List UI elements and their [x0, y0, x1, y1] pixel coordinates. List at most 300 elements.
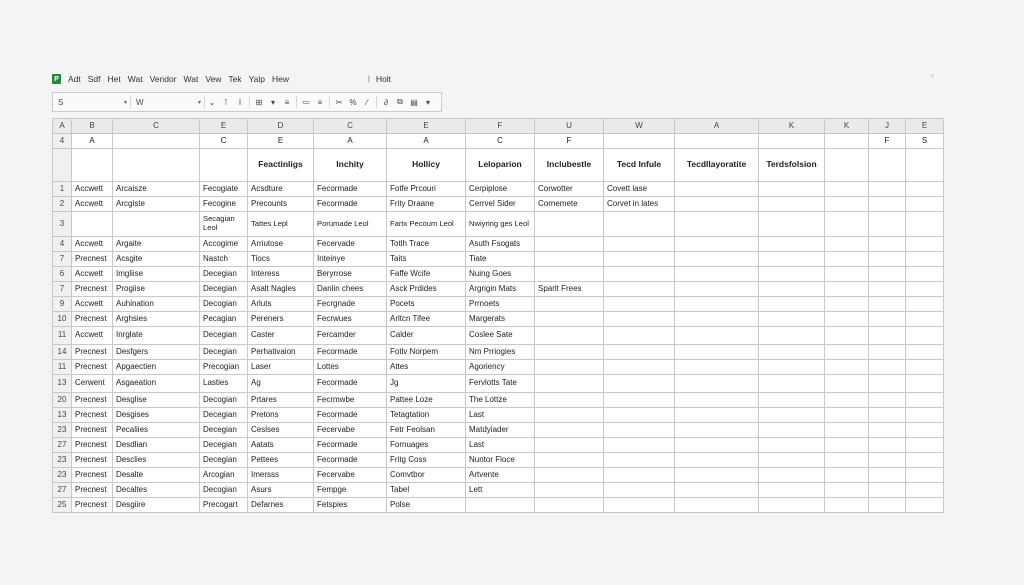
grid-cell[interactable]: Fecogiate: [200, 182, 248, 197]
grid-cell[interactable]: [604, 483, 675, 498]
grid-cell[interactable]: Tiate: [466, 252, 535, 267]
grid-cell[interactable]: [113, 134, 200, 149]
grid-cell[interactable]: [869, 453, 906, 468]
grid-cell[interactable]: Defarnes: [248, 498, 314, 513]
grid-cell[interactable]: Covett lase: [604, 182, 675, 197]
grid-cell[interactable]: Decegian: [200, 345, 248, 360]
header-cell[interactable]: [825, 149, 869, 182]
grid-cell[interactable]: Accogime: [200, 237, 248, 252]
grid-cell[interactable]: Artvente: [466, 468, 535, 483]
grid-cell[interactable]: [535, 312, 604, 327]
grid-cell[interactable]: [535, 453, 604, 468]
grid-cell[interactable]: Pettees: [248, 453, 314, 468]
grid-cell[interactable]: Decogian: [200, 393, 248, 408]
grid-cell[interactable]: [825, 297, 869, 312]
grid-cell[interactable]: [869, 282, 906, 297]
grid-cell[interactable]: [825, 375, 869, 393]
font-name-select[interactable]: [53, 95, 131, 109]
grid-cell[interactable]: [825, 134, 869, 149]
grid-cell[interactable]: [604, 312, 675, 327]
grid-cell[interactable]: Fecormade: [314, 438, 387, 453]
grid-cell[interactable]: Tabel: [387, 483, 466, 498]
grid-cell[interactable]: Frity Draane: [387, 197, 466, 212]
grid-cell[interactable]: [759, 345, 825, 360]
column-header[interactable]: D: [248, 119, 314, 134]
grid-cell[interactable]: Fornuages: [387, 438, 466, 453]
grid-cell[interactable]: Lottes: [314, 360, 387, 375]
header-cell[interactable]: Terdsfolsion: [759, 149, 825, 182]
grid-cell[interactable]: Fervlotts Tate: [466, 375, 535, 393]
grid-cell[interactable]: Fecormade: [314, 375, 387, 393]
link-icon[interactable]: ∂: [384, 97, 388, 107]
grid-cell[interactable]: [604, 453, 675, 468]
grid-cell[interactable]: Faffe Wcife: [387, 267, 466, 282]
column-header[interactable]: A: [53, 119, 72, 134]
grid-cell[interactable]: C: [200, 134, 248, 149]
grid-cell[interactable]: [906, 438, 944, 453]
grid-cell[interactable]: [759, 408, 825, 423]
grid-cell[interactable]: [869, 312, 906, 327]
grid-cell[interactable]: Accwett: [72, 182, 113, 197]
grid-cell[interactable]: Fotlv Norpem: [387, 345, 466, 360]
grid-cell[interactable]: Agoriency: [466, 360, 535, 375]
grid-cell[interactable]: Sparlt Frees: [535, 282, 604, 297]
grid-cell[interactable]: Margerats: [466, 312, 535, 327]
grid-cell[interactable]: Nm Prriogies: [466, 345, 535, 360]
grid-cell[interactable]: A: [72, 134, 113, 149]
grid-cell[interactable]: Fecervade: [314, 237, 387, 252]
grid-cell[interactable]: Fecrmwbe: [314, 393, 387, 408]
grid-cell[interactable]: [906, 237, 944, 252]
row-number[interactable]: 23: [53, 423, 72, 438]
grid-cell[interactable]: Acsdture: [248, 182, 314, 197]
grid-cell[interactable]: Lett: [466, 483, 535, 498]
column-header[interactable]: E: [906, 119, 944, 134]
grid-cell[interactable]: [675, 297, 759, 312]
align-center-icon[interactable]: ≔: [302, 97, 310, 107]
grid-cell[interactable]: [759, 212, 825, 237]
grid-cell[interactable]: Asgaeation: [113, 375, 200, 393]
column-header[interactable]: U: [535, 119, 604, 134]
grid-cell[interactable]: F: [869, 134, 906, 149]
column-header[interactable]: E: [387, 119, 466, 134]
grid-cell[interactable]: [759, 375, 825, 393]
row-number[interactable]: 9: [53, 297, 72, 312]
grid-cell[interactable]: [869, 297, 906, 312]
grid-cell[interactable]: Fecrgnade: [314, 297, 387, 312]
grid-cell[interactable]: Tetagtation: [387, 408, 466, 423]
grid-cell[interactable]: Prrnoets: [466, 297, 535, 312]
grid-cell[interactable]: [604, 438, 675, 453]
grid-cell[interactable]: [906, 282, 944, 297]
grid-cell[interactable]: [675, 438, 759, 453]
app-logo-icon[interactable]: P: [52, 74, 61, 84]
grid-cell[interactable]: Asck Prdides: [387, 282, 466, 297]
row-number[interactable]: 14: [53, 345, 72, 360]
grid-cell[interactable]: [825, 182, 869, 197]
grid-cell[interactable]: [604, 212, 675, 237]
grid-cell[interactable]: [869, 498, 906, 513]
grid-cell[interactable]: Acsgite: [113, 252, 200, 267]
grid-cell[interactable]: Arcgiste: [113, 197, 200, 212]
grid-cell[interactable]: Accwett: [72, 267, 113, 282]
grid-cell[interactable]: Jg: [387, 375, 466, 393]
grid-cell[interactable]: Cerrvel Sider: [466, 197, 535, 212]
grid-cell[interactable]: [675, 312, 759, 327]
paste-icon[interactable]: ▤: [410, 97, 418, 107]
grid-cell[interactable]: [604, 345, 675, 360]
grid-cell[interactable]: [869, 327, 906, 345]
grid-cell[interactable]: [675, 453, 759, 468]
grid-cell[interactable]: [675, 468, 759, 483]
grid-cell[interactable]: [906, 252, 944, 267]
grid-cell[interactable]: Arcogian: [200, 468, 248, 483]
chevron-down-icon[interactable]: ⌄: [208, 97, 216, 107]
grid-cell[interactable]: [675, 182, 759, 197]
grid-cell[interactable]: [675, 197, 759, 212]
menu-item-2[interactable]: Het: [107, 74, 121, 84]
grid-cell[interactable]: The Lottze: [466, 393, 535, 408]
grid-cell[interactable]: [535, 212, 604, 237]
grid-cell[interactable]: Arluts: [248, 297, 314, 312]
grid-cell[interactable]: Accwett: [72, 297, 113, 312]
grid-cell[interactable]: [72, 212, 113, 237]
grid-cell[interactable]: C: [466, 134, 535, 149]
grid-cell[interactable]: [675, 282, 759, 297]
grid-cell[interactable]: Tiocs: [248, 252, 314, 267]
grid-cell[interactable]: [759, 327, 825, 345]
grid-cell[interactable]: [675, 134, 759, 149]
column-header[interactable]: E: [200, 119, 248, 134]
header-cell[interactable]: Hollicy: [387, 149, 466, 182]
grid-cell[interactable]: [906, 182, 944, 197]
grid-cell[interactable]: Precnest: [72, 483, 113, 498]
grid-cell[interactable]: Asurs: [248, 483, 314, 498]
menu-item-0[interactable]: Adt: [68, 74, 81, 84]
grid-cell[interactable]: Fecormade: [314, 453, 387, 468]
window-corner-icon[interactable]: ◦: [931, 71, 934, 80]
grid-cell[interactable]: Decogian: [200, 483, 248, 498]
row-number[interactable]: 7: [53, 252, 72, 267]
grid-cell[interactable]: Imersss: [248, 468, 314, 483]
grid-cell[interactable]: Aatats: [248, 438, 314, 453]
grid-cell[interactable]: Decogian: [200, 297, 248, 312]
grid-cell[interactable]: [906, 498, 944, 513]
grid-cell[interactable]: Fotfe Prcouri: [387, 182, 466, 197]
grid-cell[interactable]: [759, 252, 825, 267]
slash-icon[interactable]: ⁄: [366, 97, 368, 107]
menu-item-1[interactable]: Sdf: [87, 74, 101, 84]
grid-cell[interactable]: Imgliise: [113, 267, 200, 282]
grid-cell[interactable]: [675, 423, 759, 438]
grid-cell[interactable]: [535, 468, 604, 483]
grid-cell[interactable]: Fetr Feolsan: [387, 423, 466, 438]
grid-cell[interactable]: Accwett: [72, 327, 113, 345]
chevron-down-icon[interactable]: ▾: [425, 97, 430, 107]
grid-cell[interactable]: Porumade Leol: [314, 212, 387, 237]
grid-cell[interactable]: Decegian: [200, 453, 248, 468]
grid-cell[interactable]: Fecervabe: [314, 468, 387, 483]
grid-cell[interactable]: Prtares: [248, 393, 314, 408]
grid-cell[interactable]: Cornemete: [535, 197, 604, 212]
grid-cell[interactable]: Desclies: [113, 453, 200, 468]
grid-cell[interactable]: Precnest: [72, 312, 113, 327]
grid-cell[interactable]: Precounts: [248, 197, 314, 212]
row-number[interactable]: 13: [53, 375, 72, 393]
row-number[interactable]: 11: [53, 327, 72, 345]
column-header[interactable]: C: [314, 119, 387, 134]
grid-cell[interactable]: Precnest: [72, 393, 113, 408]
font-size-select[interactable]: [131, 95, 205, 109]
grid-cell[interactable]: [675, 360, 759, 375]
grid-cell[interactable]: Desdlian: [113, 438, 200, 453]
grid-cell[interactable]: Decegian: [200, 282, 248, 297]
header-cell[interactable]: Tecd Infule: [604, 149, 675, 182]
grid-cell[interactable]: [906, 408, 944, 423]
grid-cell[interactable]: Decegian: [200, 423, 248, 438]
grid-cell[interactable]: [604, 375, 675, 393]
grid-cell[interactable]: [906, 212, 944, 237]
grid-cell[interactable]: [604, 297, 675, 312]
row-number[interactable]: 4: [53, 237, 72, 252]
grid-cell[interactable]: Fetspies: [314, 498, 387, 513]
grid-cell[interactable]: [604, 360, 675, 375]
grid-cell[interactable]: [535, 252, 604, 267]
grid-cell[interactable]: Interess: [248, 267, 314, 282]
row-number[interactable]: 23: [53, 453, 72, 468]
grid-cell[interactable]: [759, 312, 825, 327]
grid-cell[interactable]: [825, 282, 869, 297]
grid-cell[interactable]: [759, 197, 825, 212]
grid-cell[interactable]: Matdyiader: [466, 423, 535, 438]
grid-cell[interactable]: [675, 393, 759, 408]
grid-cell[interactable]: [675, 345, 759, 360]
italic-icon[interactable]: I: [238, 97, 242, 107]
align-right-icon[interactable]: ≡: [284, 97, 290, 107]
grid-cell[interactable]: Cerwent: [72, 375, 113, 393]
grid-cell[interactable]: Precnest: [72, 360, 113, 375]
grid-cell[interactable]: Taits: [387, 252, 466, 267]
grid-cell[interactable]: [869, 197, 906, 212]
grid-cell[interactable]: [759, 237, 825, 252]
grid-cell[interactable]: Arcaisze: [113, 182, 200, 197]
grid-cell[interactable]: [869, 360, 906, 375]
grid-cell[interactable]: [906, 345, 944, 360]
grid-cell[interactable]: Precnest: [72, 408, 113, 423]
menu-item-9[interactable]: Hew: [272, 74, 290, 84]
grid-cell[interactable]: [906, 267, 944, 282]
grid-cell[interactable]: [535, 393, 604, 408]
grid-cell[interactable]: Lasties: [200, 375, 248, 393]
header-cell[interactable]: [113, 149, 200, 182]
row-number[interactable]: 1: [53, 182, 72, 197]
grid-cell[interactable]: [869, 182, 906, 197]
grid-cell[interactable]: [535, 423, 604, 438]
header-cell[interactable]: Feactinligs: [248, 149, 314, 182]
grid-cell[interactable]: Auhination: [113, 297, 200, 312]
grid-cell[interactable]: [825, 345, 869, 360]
grid-cell[interactable]: [675, 252, 759, 267]
menu-item-3[interactable]: Wat: [127, 74, 143, 84]
grid-cell[interactable]: Laser: [248, 360, 314, 375]
grid-cell[interactable]: [906, 197, 944, 212]
grid-cell[interactable]: [825, 393, 869, 408]
row-number[interactable]: 7: [53, 282, 72, 297]
row-number[interactable]: 2: [53, 197, 72, 212]
grid-cell[interactable]: Decegian: [200, 267, 248, 282]
grid-cell[interactable]: [869, 212, 906, 237]
column-header[interactable]: W: [604, 119, 675, 134]
grid-cell[interactable]: [825, 453, 869, 468]
grid-cell[interactable]: Accwett: [72, 197, 113, 212]
grid-cell[interactable]: Arltcn Tifee: [387, 312, 466, 327]
grid-cell[interactable]: Polse: [387, 498, 466, 513]
grid-cell[interactable]: [604, 468, 675, 483]
grid-cell[interactable]: Last: [466, 438, 535, 453]
row-number[interactable]: 10: [53, 312, 72, 327]
grid-cell[interactable]: [535, 267, 604, 282]
scissors-icon[interactable]: ✂: [335, 97, 343, 107]
grid-cell[interactable]: [825, 468, 869, 483]
grid-cell[interactable]: [825, 438, 869, 453]
grid-cell[interactable]: [825, 327, 869, 345]
menu-item-5[interactable]: Wat: [183, 74, 199, 84]
grid-cell[interactable]: Totlh Trace: [387, 237, 466, 252]
grid-cell[interactable]: Secagian Leol: [200, 212, 248, 237]
grid-cell[interactable]: Comvtbor: [387, 468, 466, 483]
grid-cell[interactable]: [604, 498, 675, 513]
grid-cell[interactable]: Desfgers: [113, 345, 200, 360]
menu-item-holt[interactable]: Holt: [375, 74, 391, 84]
grid-cell[interactable]: Decegian: [200, 327, 248, 345]
grid-cell[interactable]: Desglise: [113, 393, 200, 408]
grid-cell[interactable]: Fecrwues: [314, 312, 387, 327]
grid-cell[interactable]: [535, 327, 604, 345]
grid-cell[interactable]: [675, 375, 759, 393]
grid-cell[interactable]: Coslee Sate: [466, 327, 535, 345]
grid-cell[interactable]: Pereners: [248, 312, 314, 327]
grid-cell[interactable]: Pecaliies: [113, 423, 200, 438]
grid-cell[interactable]: [759, 297, 825, 312]
column-header[interactable]: C: [113, 119, 200, 134]
grid-cell[interactable]: Asalt Nagles: [248, 282, 314, 297]
grid-cell[interactable]: [869, 423, 906, 438]
grid-cell[interactable]: Calder: [387, 327, 466, 345]
grid-cell[interactable]: Nuing Goes: [466, 267, 535, 282]
borders-icon[interactable]: ⊞: [255, 97, 263, 107]
grid-cell[interactable]: Attes: [387, 360, 466, 375]
grid-cell[interactable]: S: [906, 134, 944, 149]
grid-cell[interactable]: Nuntor Floce: [466, 453, 535, 468]
grid-cell[interactable]: [869, 408, 906, 423]
row-number[interactable]: [53, 149, 72, 182]
row-number[interactable]: 6: [53, 267, 72, 282]
grid-cell[interactable]: Fecormade: [314, 345, 387, 360]
grid-cell[interactable]: [869, 375, 906, 393]
grid-cell[interactable]: [604, 408, 675, 423]
grid-cell[interactable]: Pattee Loze: [387, 393, 466, 408]
column-header[interactable]: K: [825, 119, 869, 134]
grid-cell[interactable]: [759, 182, 825, 197]
grid-cell[interactable]: [604, 327, 675, 345]
grid-cell[interactable]: [825, 498, 869, 513]
grid-cell[interactable]: Precnest: [72, 438, 113, 453]
grid-cell[interactable]: [869, 483, 906, 498]
grid-cell[interactable]: Corwotter: [535, 182, 604, 197]
grid-cell[interactable]: Decegian: [200, 438, 248, 453]
grid-cell[interactable]: Tattes Lepl: [248, 212, 314, 237]
grid-cell[interactable]: A: [314, 134, 387, 149]
grid-cell[interactable]: Last: [466, 408, 535, 423]
row-number[interactable]: 20: [53, 393, 72, 408]
header-cell[interactable]: Tecdllayoratite: [675, 149, 759, 182]
grid-cell[interactable]: [675, 408, 759, 423]
grid-cell[interactable]: Pecagian: [200, 312, 248, 327]
grid-cell[interactable]: Argrigin Mats: [466, 282, 535, 297]
grid-cell[interactable]: A: [387, 134, 466, 149]
grid-cell[interactable]: [113, 212, 200, 237]
grid-cell[interactable]: Progiise: [113, 282, 200, 297]
row-number[interactable]: 3: [53, 212, 72, 237]
grid-cell[interactable]: [604, 267, 675, 282]
grid-cell[interactable]: [675, 212, 759, 237]
row-number[interactable]: 23: [53, 468, 72, 483]
grid-cell[interactable]: [869, 468, 906, 483]
header-cell[interactable]: [200, 149, 248, 182]
grid-cell[interactable]: Corvet in lates: [604, 197, 675, 212]
grid-cell[interactable]: [825, 252, 869, 267]
grid-cell[interactable]: [675, 237, 759, 252]
grid-cell[interactable]: [906, 423, 944, 438]
grid-cell[interactable]: [675, 327, 759, 345]
row-number[interactable]: 11: [53, 360, 72, 375]
grid-cell[interactable]: Precnest: [72, 423, 113, 438]
grid-cell[interactable]: [759, 468, 825, 483]
grid-cell[interactable]: Precnest: [72, 252, 113, 267]
grid-cell[interactable]: Inrglate: [113, 327, 200, 345]
grid-cell[interactable]: Fecogine: [200, 197, 248, 212]
column-header[interactable]: K: [759, 119, 825, 134]
header-cell[interactable]: Inchity: [314, 149, 387, 182]
grid-cell[interactable]: [906, 360, 944, 375]
header-cell[interactable]: Inclubestle: [535, 149, 604, 182]
grid-cell[interactable]: [869, 438, 906, 453]
grid-cell[interactable]: [535, 438, 604, 453]
row-number[interactable]: 13: [53, 408, 72, 423]
chevron-down-icon[interactable]: ▾: [270, 97, 275, 107]
grid-cell[interactable]: [604, 423, 675, 438]
grid-cell[interactable]: Fempge: [314, 483, 387, 498]
row-number[interactable]: 25: [53, 498, 72, 513]
grid-cell[interactable]: Arriutose: [248, 237, 314, 252]
grid-cell[interactable]: Beryrrose: [314, 267, 387, 282]
grid-cell[interactable]: Precnest: [72, 498, 113, 513]
grid-cell[interactable]: Arghsies: [113, 312, 200, 327]
grid-cell[interactable]: [869, 345, 906, 360]
grid-cell[interactable]: Desgises: [113, 408, 200, 423]
grid-cell[interactable]: [535, 498, 604, 513]
grid-cell[interactable]: [906, 327, 944, 345]
grid-cell[interactable]: Desalte: [113, 468, 200, 483]
grid-cell[interactable]: [825, 408, 869, 423]
grid-cell[interactable]: Fecormade: [314, 197, 387, 212]
grid-cell[interactable]: [825, 312, 869, 327]
grid-cell[interactable]: [825, 423, 869, 438]
column-header[interactable]: F: [466, 119, 535, 134]
header-cell[interactable]: Leloparion: [466, 149, 535, 182]
grid-cell[interactable]: [466, 498, 535, 513]
grid-cell[interactable]: Pretons: [248, 408, 314, 423]
